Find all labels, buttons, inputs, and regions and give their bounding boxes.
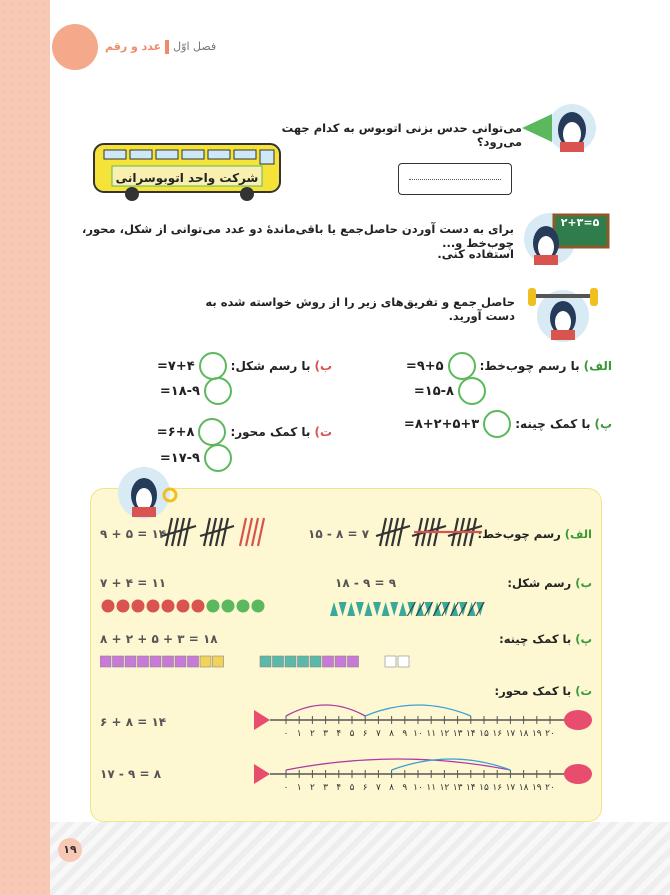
axis-tick-label: ۲۰ (545, 783, 555, 793)
counter-circle (147, 600, 160, 613)
axis-tick-label: ۱۷ (505, 783, 516, 793)
axis-tick-label: ۱ (296, 729, 302, 739)
axis-tick-label: ۴ (336, 783, 342, 793)
exercise-b2-row (160, 377, 232, 405)
axis-tick-label: ۱۹ (531, 783, 542, 793)
axis-tick-label: ۱۵ (479, 729, 489, 739)
tally-marks (160, 514, 490, 550)
question-methods: حاصل جمع و تفریق‌های زیر را از روش خواسته شده به دست آورید. (205, 295, 515, 323)
answer-t-add: ۶ + ۸ = ۱۴ (100, 715, 167, 729)
strip-square-empty (385, 656, 396, 667)
bus-label: شرکت واحد اتوبوسرانی (115, 171, 259, 185)
axis-tick-label: ۳ (323, 783, 329, 793)
counter-triangle (399, 602, 407, 616)
hint-line-1: برای به دست آوردن حاصل‌جمع یا باقی‌ماندهٔ دو عدد می‌توانی از شکل، محور، چوب‌خط و... (82, 222, 514, 250)
counter-triangle (330, 602, 338, 616)
axis-tick-label: ۱۴ (465, 783, 476, 793)
axis-tick-label: ۱۰ (413, 783, 423, 793)
answer-b-sub: ۱۸ - ۹ = ۹ (335, 576, 397, 590)
strip-square (163, 656, 174, 667)
strip-square (323, 656, 334, 667)
exercise-t1: ۶+۸= (156, 424, 195, 440)
number-strips (100, 654, 416, 670)
answer-t-label: ت) با کمک محور: (494, 684, 592, 698)
strip-square (213, 656, 224, 667)
axis-tick-label: ۱۳ (452, 783, 463, 793)
axis-tick-label: ۴ (336, 729, 342, 739)
exercise-t2: ۱۷-۹= (159, 450, 200, 466)
axis-tick-label: ۱۲ (439, 729, 450, 739)
shape-counters (100, 594, 492, 624)
counter-circle (222, 600, 235, 613)
penguin-weights-icon (526, 284, 600, 346)
fish-head-icon (564, 710, 592, 730)
axis-tick-label: ۲۰ (545, 729, 555, 739)
hand-logo-icon (52, 24, 98, 70)
axis-tick-label: ۶ (362, 783, 368, 793)
strip-square (273, 656, 284, 667)
answer-t-sub: ۱۷ - ۹ = ۸ (100, 767, 162, 781)
counter-triangle (373, 602, 381, 616)
axis-tick-label: ۱۰ (413, 729, 423, 739)
axis-tick-label: ۰ (283, 783, 289, 793)
strip-square (260, 656, 271, 667)
exercise-a1: ۹+۵= (405, 358, 444, 374)
answer-circle[interactable] (198, 418, 226, 446)
chapter-title (105, 40, 216, 54)
axis-tick-label: ۰ (283, 729, 289, 739)
exercise-a2-row (414, 377, 486, 405)
counter-circle (117, 600, 130, 613)
axis-tick-label: ۸ (389, 729, 395, 739)
counter-circle (192, 600, 205, 613)
strip-square (298, 656, 309, 667)
counter-circle (162, 600, 175, 613)
answer-p-eq: ۸ + ۲ + ۵ + ۳ = ۱۸ (100, 632, 218, 646)
answer-circle[interactable] (483, 410, 511, 438)
counter-triangle (339, 602, 347, 616)
counter-circle (252, 600, 265, 613)
strip-square (100, 656, 111, 667)
answer-circle[interactable] (199, 352, 227, 380)
exercise-p (404, 410, 612, 438)
axis-tick-label: ۱۶ (492, 729, 503, 739)
exercise-b-label: ب) (314, 359, 332, 373)
number-line-sub (250, 742, 592, 800)
exercise-t-label: ت) (314, 425, 332, 439)
answer-circle[interactable] (204, 444, 232, 472)
counter-triangle (347, 602, 355, 616)
penguin-answers-icon (116, 465, 180, 521)
counter-triangle (364, 602, 372, 616)
axis-tick-label: ۱ (296, 783, 302, 793)
axis-tick-label: ۱۸ (518, 729, 529, 739)
axis-tick-label: ۲ (309, 729, 315, 739)
strip-square (188, 656, 199, 667)
exercise-a2: ۱۵-۸= (413, 383, 454, 399)
axis-tick-label: ۱۸ (518, 783, 529, 793)
answer-b-label: ب) رسم شکل: (507, 576, 592, 590)
exercise-p-text: با کمک چینه: (515, 417, 591, 431)
topic-label: عدد و رقم (105, 40, 162, 53)
axis-tick-label: ۱۱ (426, 729, 437, 739)
answer-a-label: الف) رسم چوب‌خط: (477, 527, 592, 541)
answer-a-add: ۹ + ۵ = ۱۴ (100, 527, 167, 541)
answer-circle[interactable] (204, 377, 232, 405)
exercise-b1: ۷+۴= (157, 358, 195, 374)
axis-tick-label: ۱۹ (531, 729, 542, 739)
fish-tail-icon (254, 710, 270, 730)
axis-tick-label: ۹ (402, 783, 408, 793)
exercise-p-label: پ) (594, 417, 612, 431)
answer-box[interactable] (398, 163, 512, 195)
axis-tick-label: ۱۱ (426, 783, 437, 793)
chapter-label: فصل اوّل (173, 40, 217, 53)
axis-tick-label: ۸ (389, 783, 395, 793)
board-text: ۲+۳=۵ (560, 216, 600, 229)
exercise-b2: ۱۸-۹= (159, 383, 200, 399)
exercise-a (406, 352, 612, 380)
axis-tick-label: ۵ (349, 729, 355, 739)
strip-square (125, 656, 136, 667)
exercise-b (157, 352, 332, 380)
axis-tick-label: ۱۳ (452, 729, 463, 739)
counter-circle (177, 600, 190, 613)
answer-p-label: پ) با کمک چینه: (499, 632, 592, 646)
axis-tick-label: ۲ (309, 783, 315, 793)
number-line-add (250, 688, 592, 746)
strip-square (200, 656, 211, 667)
strip-square (175, 656, 186, 667)
counter-circle (237, 600, 250, 613)
answer-circle[interactable] (458, 377, 486, 405)
exercise-t (157, 418, 332, 446)
axis-tick-label: ۱۶ (492, 783, 503, 793)
strip-square (348, 656, 359, 667)
answer-circle[interactable] (448, 352, 476, 380)
axis-tick-label: ۱۴ (465, 729, 476, 739)
axis-tick-label: ۶ (362, 729, 368, 739)
question-bus: می‌توانی حدس بزنی اتوبوس به کدام جهت می‌رود؟ (281, 121, 522, 149)
counter-triangle (382, 602, 390, 616)
hint-line-2: استفاده کنی. (437, 247, 514, 261)
axis-tick-label: ۹ (402, 729, 408, 739)
axis-tick-label: ۱۷ (505, 729, 516, 739)
exercise-t-text: با کمک محور: (230, 425, 311, 439)
counter-circle (132, 600, 145, 613)
jump-arc (392, 759, 511, 770)
jump-arc (286, 705, 365, 716)
fish-head-icon (564, 764, 592, 784)
axis-tick-label: ۳ (323, 729, 329, 739)
strip-square (285, 656, 296, 667)
strip-square (335, 656, 346, 667)
counter-circle (207, 600, 220, 613)
axis-tick-label: ۱۲ (439, 783, 450, 793)
counter-triangle (356, 602, 364, 616)
exercise-a-text: با رسم چوب‌خط: (479, 359, 580, 373)
axis-tick-label: ۱۵ (479, 783, 489, 793)
answer-b-add: ۷ + ۴ = ۱۱ (100, 576, 167, 590)
exercise-p1: ۸+۲+۵+۳= (403, 416, 480, 432)
strip-square-empty (398, 656, 409, 667)
penguin-megaphone-icon (520, 98, 602, 158)
axis-tick-label: ۵ (349, 783, 355, 793)
exercise-b-text: با رسم شکل: (230, 359, 311, 373)
footer-pattern (50, 822, 670, 895)
fish-tail-icon (254, 764, 270, 784)
strip-square (113, 656, 124, 667)
counter-triangle (390, 602, 398, 616)
page-side-strip (0, 0, 50, 895)
axis-tick-label: ۷ (375, 729, 381, 739)
exercise-a-label: الف) (583, 359, 612, 373)
jump-arc (365, 705, 471, 716)
counter-circle (102, 600, 115, 613)
strip-square (310, 656, 321, 667)
answer-a-sub: ۱۵ - ۸ = ۷ (308, 527, 370, 541)
strip-square (138, 656, 149, 667)
axis-tick-label: ۷ (375, 783, 381, 793)
page-number: ۱۹ (58, 838, 82, 862)
strip-square (150, 656, 161, 667)
